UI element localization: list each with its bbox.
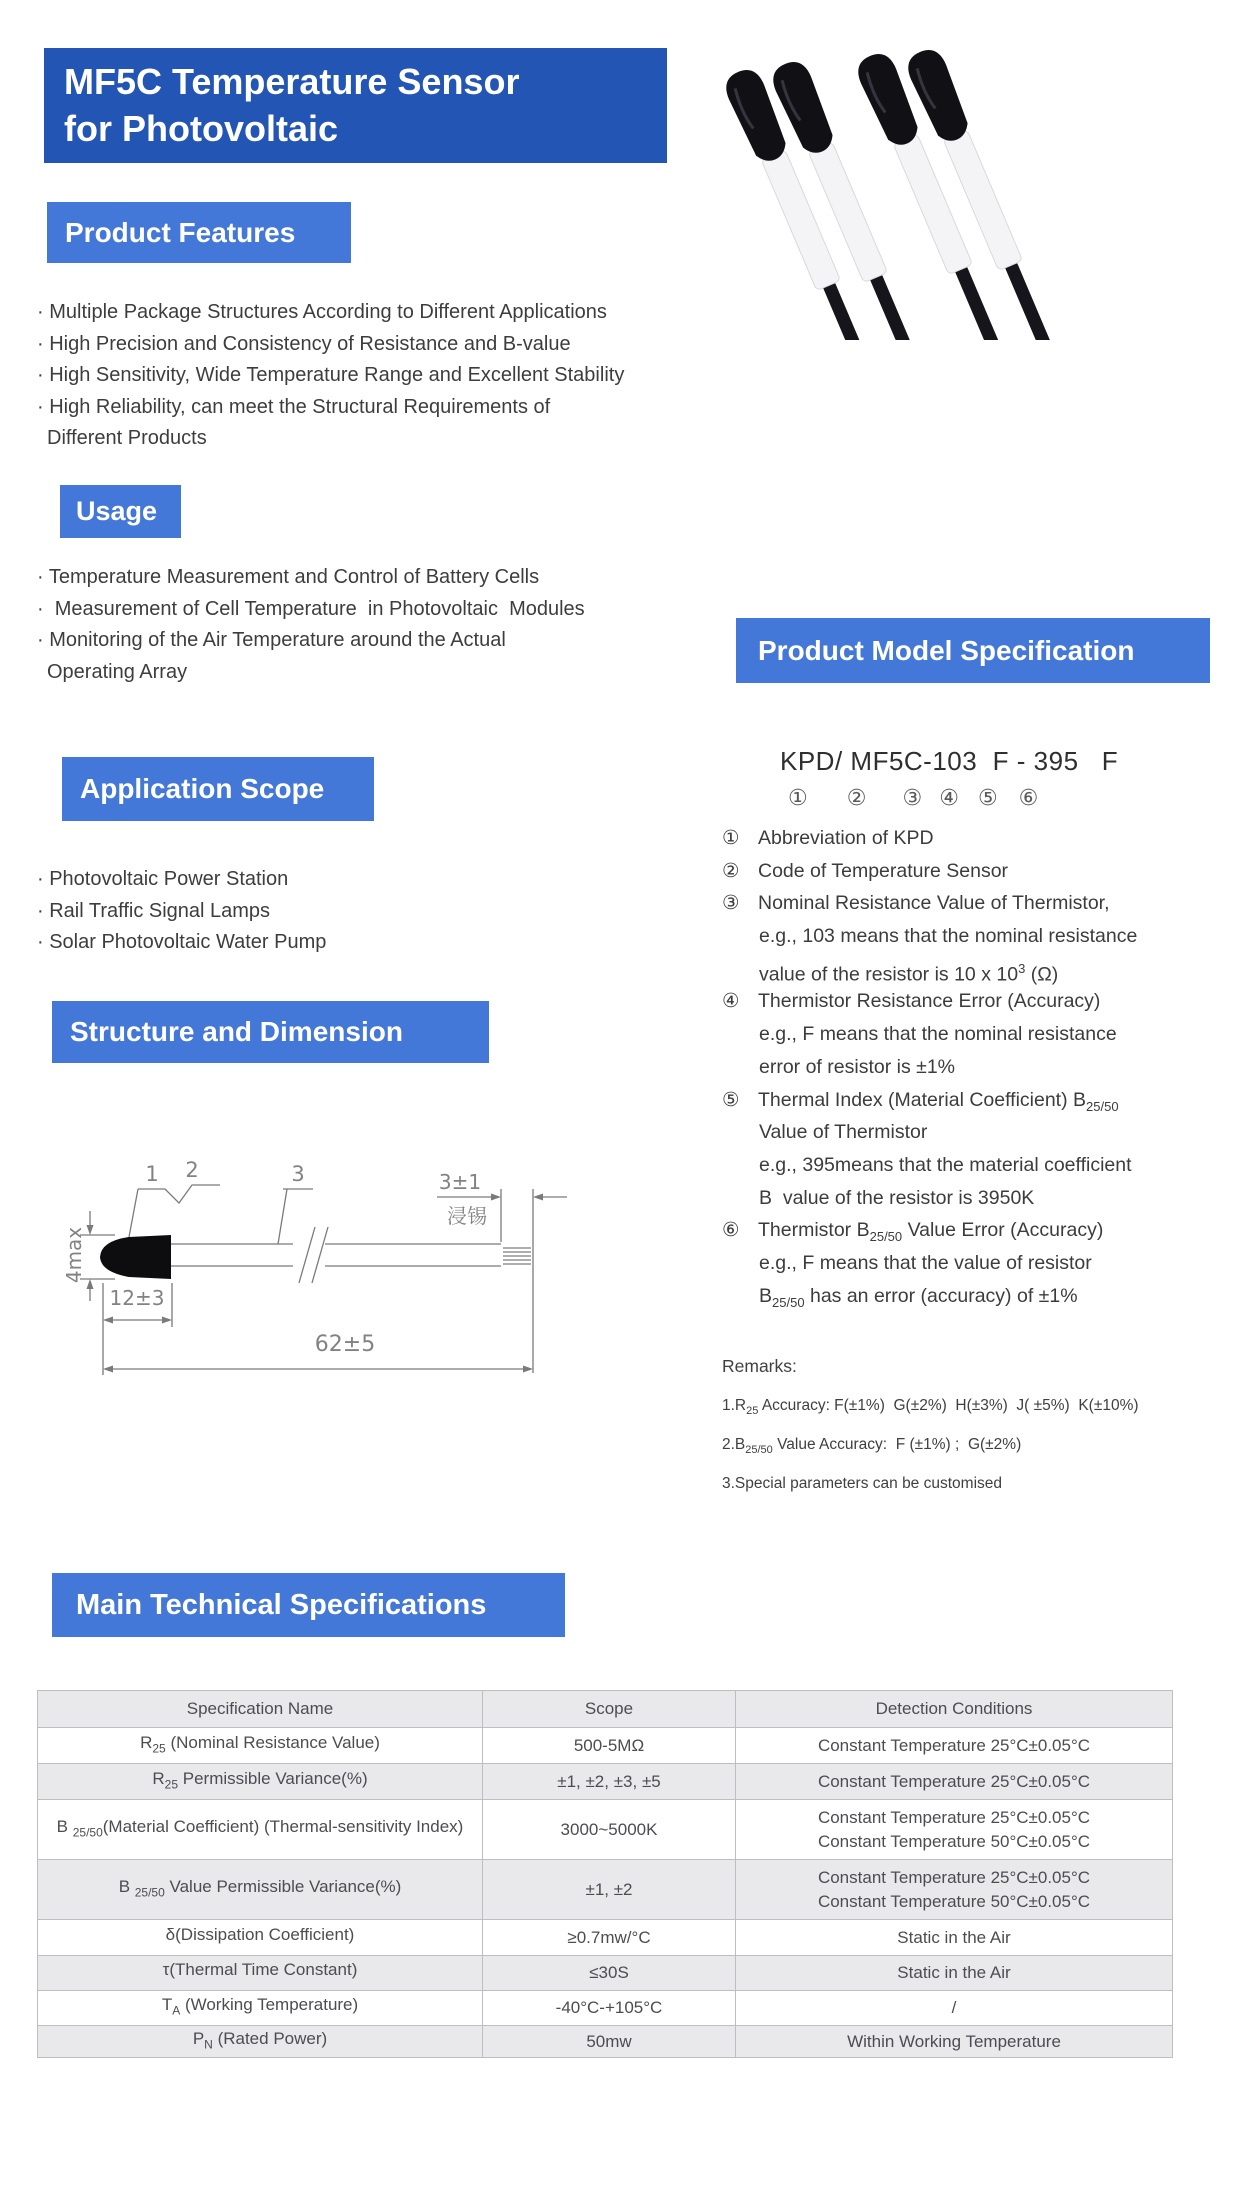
model-item-line: B value of the resistor is 3950K: [759, 1186, 1035, 1209]
item-text: Nominal Resistance Value of Thermistor,: [758, 892, 1110, 915]
spec-table: [37, 1690, 1173, 2058]
table-row: [38, 1956, 1173, 1991]
conditions-cell: Static in the Air: [736, 1956, 1173, 1991]
scope-cell: 3000~5000K: [483, 1800, 736, 1860]
scope-cell: -40°C-+105°C: [483, 1991, 736, 2026]
list-item: · Photovoltaic Power Station: [37, 868, 289, 890]
dimension-drawing: [55, 1123, 615, 1413]
dim-diameter: 4max: [62, 1226, 86, 1284]
part-label-3: 3: [291, 1162, 305, 1186]
probe-wire: [869, 271, 967, 340]
conditions-cell: Static in the Air: [736, 1920, 1173, 1956]
dim-tip-length: 3±1: [438, 1170, 482, 1194]
table-row: [38, 1764, 1173, 1800]
spec-name-cell: τ(Thermal Time Constant): [38, 1956, 483, 1991]
item-number: ③: [722, 892, 740, 915]
subscript: 25/50: [1086, 1098, 1119, 1114]
conditions-cell: Constant Temperature 25°C±0.05°C Constant Temperature 50°C±0.05°C: [736, 1860, 1173, 1920]
list-item: · Measurement of Cell Temperature in Photovoltaic Modules: [37, 597, 585, 620]
item-text: Thermistor Resistance Error (Accuracy): [758, 990, 1101, 1013]
spec-name-cell: $R_{25}$ (Nominal Resistance Value): [38, 1728, 483, 1764]
item-number: ②: [722, 859, 740, 882]
col-header-specification-name: Specification Name: [38, 1691, 483, 1728]
part-label-1: 1: [145, 1162, 159, 1186]
item-text: has an error (accuracy) of ±1%: [804, 1284, 1078, 1307]
list-item: Different Products: [47, 427, 207, 449]
model-item-line: [722, 1084, 1222, 1117]
section-heading-main-technical-specifications: Main Technical Specifications: [52, 1573, 565, 1637]
list-item: · Rail Traffic Signal Lamps: [37, 899, 271, 922]
subscript: 25: [746, 1405, 759, 1418]
model-item-line: Value of Thermistor: [759, 1121, 928, 1144]
list-item: · Temperature Measurement and Control of Battery Cells: [37, 566, 540, 588]
position-marker-4: ④: [939, 785, 959, 810]
remarks-text: 1.R: [722, 1397, 747, 1414]
subscript: 25/50: [772, 1294, 805, 1310]
item-text: value of the resistor is 10 x 10: [759, 963, 1019, 986]
conditions-cell: Constant Temperature 25°C±0.05°C: [736, 1764, 1173, 1800]
leader-3: [278, 1189, 313, 1244]
scope-cell: ±1, ±2, ±3, ±5: [483, 1764, 736, 1800]
model-item-line: [722, 985, 1222, 1018]
spec-name-cell: δ(Dissipation Coefficient): [38, 1920, 483, 1956]
spec-name-cell: $R_{25}$ Permissible Variance(%): [38, 1764, 483, 1800]
remarks-text: Value Accuracy: F (±1%) ; G(±2%): [772, 1436, 1022, 1454]
item-number: ⑤: [722, 1088, 740, 1111]
remarks: [722, 1356, 1139, 1500]
subscript: 25/50: [745, 1444, 773, 1457]
dim-total-length: 62±5: [314, 1332, 376, 1357]
subscript: 25/50: [869, 1229, 903, 1245]
list-item: · Solar Photovoltaic Water Pump: [37, 931, 327, 953]
model-item-line: e.g., 395means that the material coefficient: [759, 1153, 1132, 1176]
table-row: [38, 1860, 1173, 1920]
list-item: · High Precision and Consistency of Resistance and B-value: [37, 332, 571, 355]
scope-cell: ±1, ±2: [483, 1860, 736, 1920]
scope-cell: ≤30S: [483, 1956, 736, 1991]
usage-list: [37, 562, 585, 688]
position-marker-1: ①: [788, 785, 808, 810]
position-marker-2: ②: [846, 785, 867, 810]
leader-1-2: [138, 1185, 220, 1203]
col-header-scope: Scope: [483, 1691, 736, 1728]
section-heading-product-model-specification: Product Model Specification: [736, 618, 1210, 683]
remarks-text: 2.B: [722, 1436, 746, 1454]
model-item-line: e.g., F means that the nominal resistance: [759, 1023, 1117, 1046]
table-row: [38, 1728, 1173, 1764]
model-position-markers: [788, 785, 1038, 811]
item-text: Abbreviation of KPD: [758, 827, 934, 849]
model-item-line: e.g., 103 means that the nominal resistance: [759, 925, 1138, 948]
remarks-text: Accuracy: F(±1%) G(±2%) H(±3%) J( ±5%) K(±10%): [758, 1397, 1139, 1414]
page-title-line1: MF5C Temperature Sensor: [64, 61, 520, 102]
model-code: KPD/ MF5C-103 F - 395 F: [780, 746, 1119, 776]
item-text: Thermal Index (Material Coefficient) B: [758, 1088, 1087, 1111]
scope-cell: 500-5MΩ: [483, 1728, 736, 1764]
tinned-lead-hatch: [503, 1248, 531, 1264]
list-item: · Multiple Package Structures According to Different Applications: [37, 301, 607, 323]
spec-name-cell: B $_{25/50}$(Material Coefficient) (Thermal-sensitivity Index): [38, 1800, 483, 1860]
item-text: (Ω): [1025, 963, 1059, 986]
model-item-line: [722, 1280, 1222, 1313]
model-item-line: error of resistor is ±1%: [759, 1055, 955, 1078]
remarks-line: [722, 1389, 1139, 1428]
list-item: · High Reliability, can meet the Structural Requirements of: [37, 395, 551, 418]
item-text: Value Error (Accuracy): [902, 1219, 1104, 1242]
scope-cell: ≥0.7mw/°C: [483, 1920, 736, 1956]
table-header-row: [38, 1691, 1173, 1728]
thermistor-head-shape: [100, 1235, 171, 1279]
features-list: [37, 297, 624, 455]
part-label-2: 2: [185, 1158, 199, 1182]
list-item: · Monitoring of the Air Temperature around the Actual: [37, 629, 506, 651]
remarks-heading: Remarks:: [722, 1356, 797, 1376]
section-heading-structure-dimension: Structure and Dimension: [52, 1001, 489, 1063]
product-photo: [680, 40, 1150, 340]
position-marker-5: ⑤: [977, 785, 998, 810]
model-item-line: [722, 953, 1222, 986]
model-item-line: [722, 1214, 1222, 1247]
model-items: [722, 822, 1222, 1312]
table-row: [38, 2026, 1173, 2058]
position-marker-3: ③: [902, 785, 923, 810]
conditions-cell: Constant Temperature 25°C±0.05°C Constant Temperature 50°C±0.05°C: [736, 1800, 1173, 1860]
list-item: · High Sensitivity, Wide Temperature Range and Excellent Stability: [37, 364, 625, 386]
superscript: 3: [1018, 960, 1026, 976]
item-text: Thermistor B: [758, 1219, 870, 1242]
section-heading-product-features: Product Features: [47, 202, 351, 263]
spec-name-cell: B $_{25/50}$ Value Permissible Variance(%): [38, 1860, 483, 1920]
remarks-line: [722, 1428, 1139, 1467]
section-heading-application-scope: Application Scope: [62, 757, 374, 821]
item-text: B: [759, 1284, 773, 1307]
item-number: ⑥: [722, 1219, 740, 1242]
scope-cell: 50mw: [483, 2026, 736, 2058]
conditions-cell: Constant Temperature 25°C±0.05°C: [736, 1728, 1173, 1764]
position-marker-6: ⑥: [1018, 785, 1039, 810]
item-number: ①: [722, 827, 740, 849]
model-item-line: [722, 887, 1222, 920]
item-text: Code of Temperature Sensor: [758, 859, 1009, 882]
list-item: Operating Array: [47, 660, 188, 683]
spec-name-cell: $T_A$ (Working Temperature): [38, 1991, 483, 2026]
spec-name-cell: $P_N$ (Rated Power): [38, 2026, 483, 2058]
table-row: [38, 1991, 1173, 2026]
table-row: [38, 1800, 1173, 1860]
remarks-line: 3.Special parameters can be customised: [722, 1475, 1003, 1493]
conditions-cell: Within Working Temperature: [736, 2026, 1173, 2058]
model-item-line: [722, 855, 1222, 888]
probe-wire: [1004, 259, 1102, 340]
application-list: [37, 864, 326, 959]
col-header-detection-conditions: Detection Conditions: [736, 1691, 1173, 1728]
table-row: [38, 1920, 1173, 1956]
tip-note-tinned: 浸锡: [447, 1204, 487, 1228]
item-number: ④: [722, 990, 740, 1013]
page-title-line2: for Photovoltaic: [64, 108, 339, 149]
section-heading-usage: Usage: [60, 485, 181, 538]
model-item-line: e.g., F means that the value of resistor: [759, 1251, 1092, 1274]
break-symbol: [299, 1227, 328, 1283]
page-title: [44, 48, 667, 163]
conditions-cell: /: [736, 1991, 1173, 2026]
dim-head-length: 12±3: [109, 1286, 165, 1310]
model-item-line: [722, 822, 1222, 855]
